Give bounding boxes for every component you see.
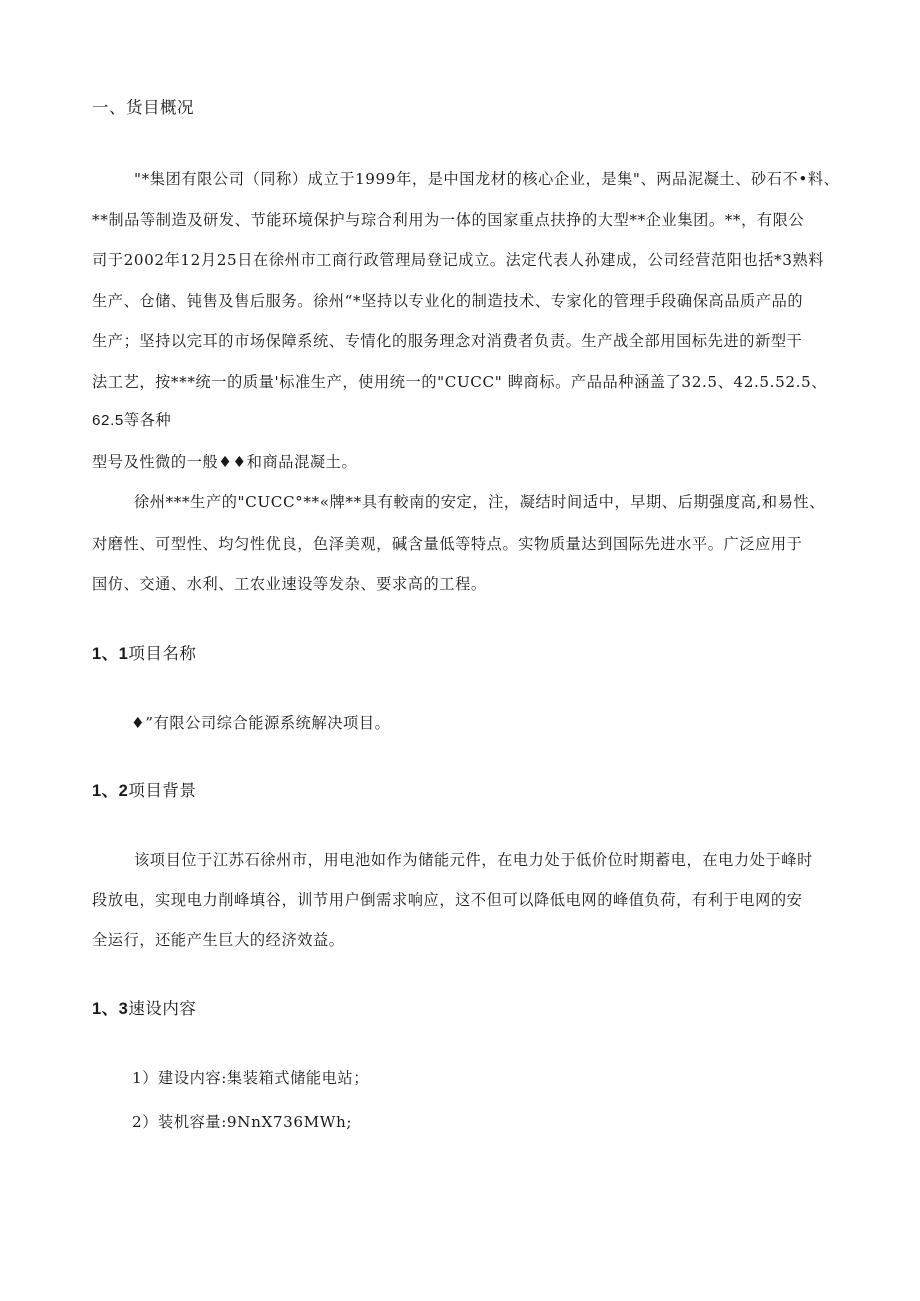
overview-line-2: **制品等制造及研发、节能环境保护与琮合利用为一体的国家重点扶挣的大型**企业集团。**，有限公	[92, 211, 805, 229]
overview-line-1: "*集团有限公司（同称）成立于1999年，是中国龙材的核心企业，是集"、两品泥凝土、砂石不•料、	[134, 170, 840, 188]
section-1-3-number: 1、3	[92, 1000, 129, 1018]
overview-line-6: 法工艺，按***统一的质量'标准生产，使用统一的"CUCC" 睥商标。产品品种涵盖了32.5、42.5.52.5、	[92, 373, 828, 391]
section-1-1-heading	[92, 643, 196, 665]
section-1-2-number: 1、2	[92, 782, 129, 800]
section-1-2-line-2: 段放电，实现电力削峰填谷，训节用户倒需求响应，这不但可以降低电网的峰值负荷，有利于电网的安	[92, 891, 803, 909]
section-1-3-title: 速设内容	[128, 999, 197, 1018]
section-1-2-line-1: 该项目位于江苏石徐州市，用电池如作为储能元件，在电力处于低价位时期蓄电，在电力处于峰时	[134, 851, 813, 869]
quality-line-3: 国仿、交通、水利、工农业速设等发杂、要求高的工程。	[92, 575, 487, 593]
section-1-3-heading	[92, 998, 196, 1020]
overview-line-8: 型号及性微的一般♦♦和商品混凝土。	[92, 453, 358, 471]
section-1-3-item-1: 1）建设内容:集装箱式储能电站；	[132, 1069, 370, 1087]
section-1-1-title: 项目名称	[128, 644, 197, 663]
overview-line-5: 生产；坚持以完耳的市场保障系统、专情化的服务理念对消费者负责。生产战全部用国标先进的新型干	[92, 332, 803, 350]
overview-line-4: 生产、仓储、钝售及售后服务。徐州“*坚持以专业化的制造技术、专家化的管理手段确保高品质产品的	[92, 292, 804, 310]
overview-line-7: 62.5等各种	[92, 412, 172, 429]
quality-line-1: 徐州***生产的"CUCC°**«牌**具有較南的安定，注，凝结时间适中，早期、后期强度高,和易性、	[134, 493, 826, 511]
section-1-2-line-3: 全运行，还能产生巨大的经济效益。	[92, 931, 345, 949]
overview-line-3: 司于2002年12月25日在徐州市工商行政管理局登记成立。法定代表人孙建成，公司经营范阳也括*3熟料	[92, 251, 825, 269]
section-1-2-heading	[92, 780, 196, 802]
section-1-1-body: ♦”有限公司综合能源系统解决项目。	[131, 714, 391, 732]
quality-line-2: 对磨性、可型性、均匀性优良，色泽美观，碱含量低等特点。实物质量达到国际先进水平。广泛应用于	[92, 535, 803, 553]
section-title: 一、货目概况	[92, 98, 194, 117]
section-1-1-number: 1、1	[92, 645, 129, 663]
section-1-3-item-2: 2）装机容量:9NnX736MWh;	[132, 1113, 353, 1131]
section-1-2-title: 项目背景	[128, 781, 197, 800]
